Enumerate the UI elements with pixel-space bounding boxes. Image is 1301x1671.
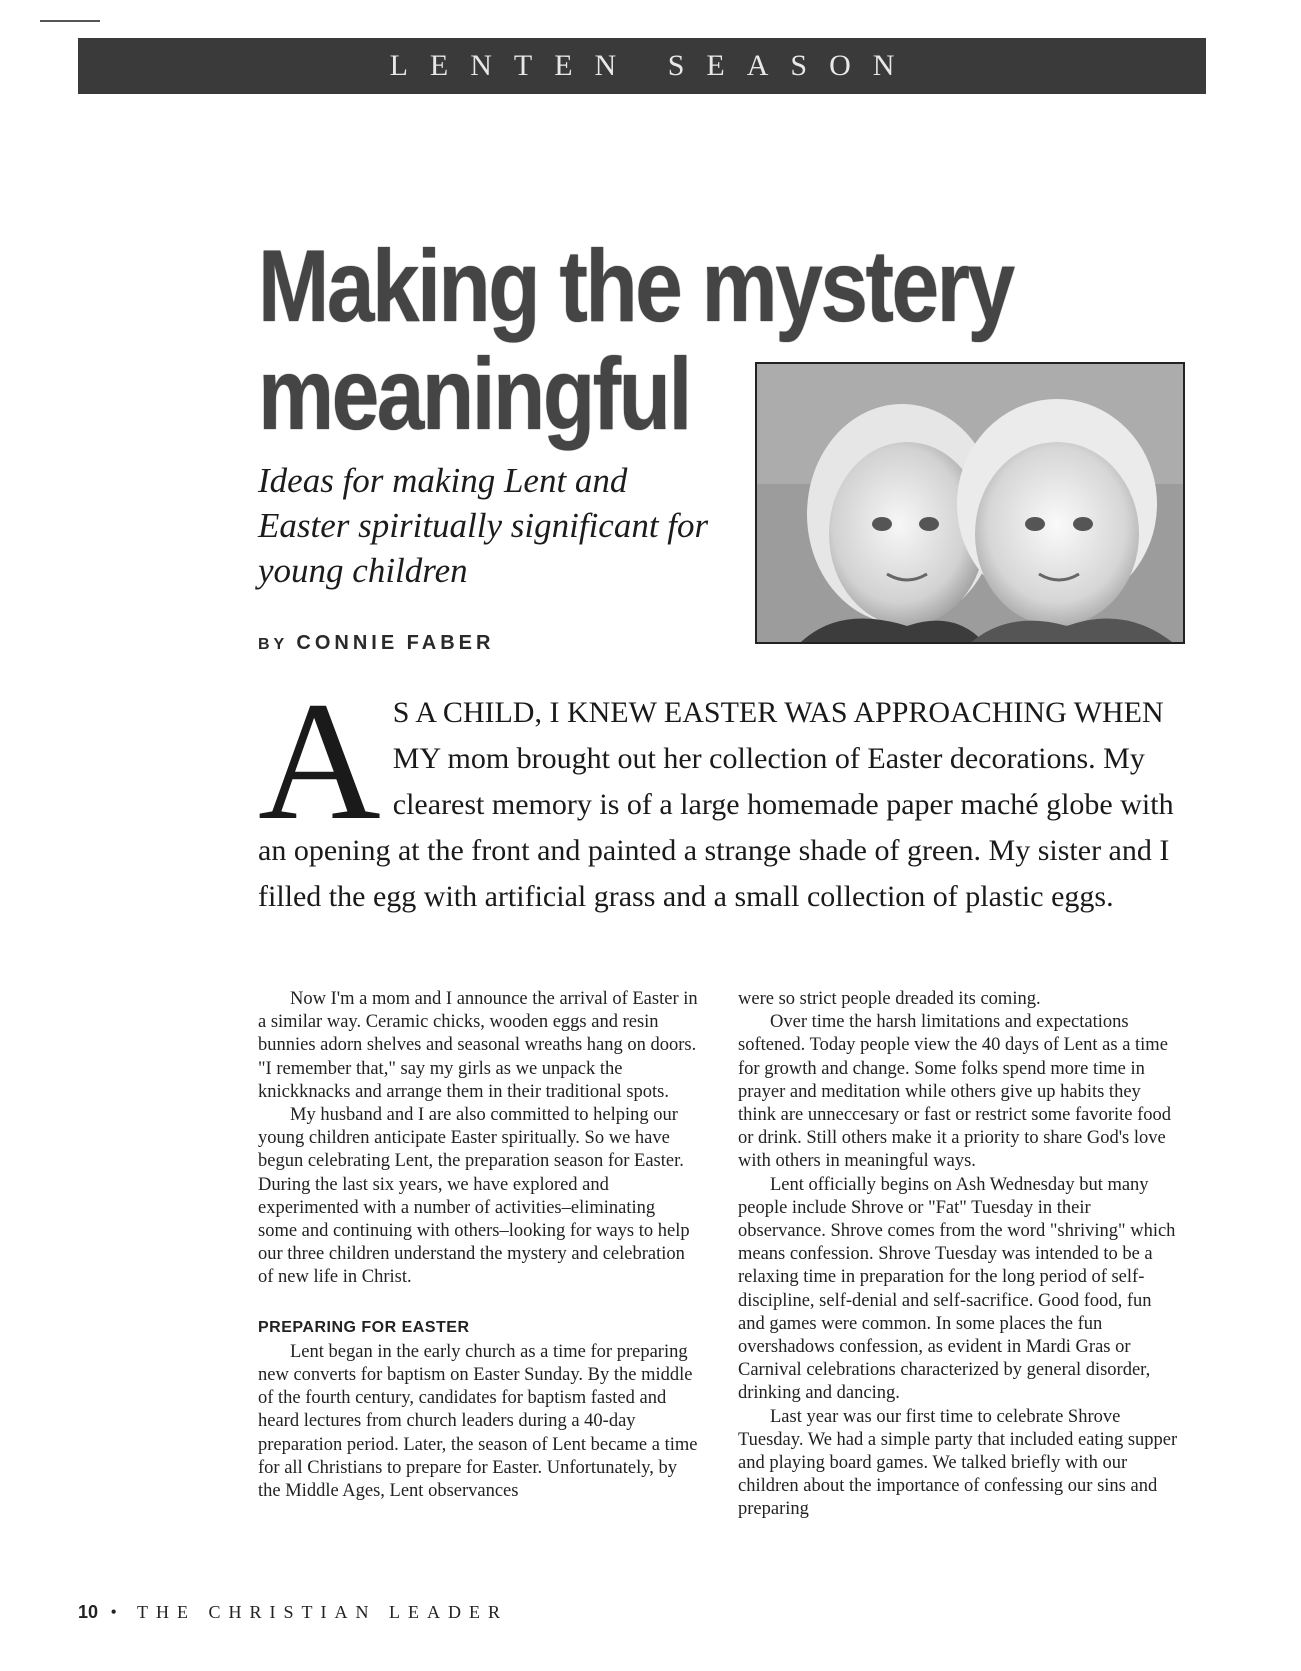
subtitle: Ideas for making Lent and Easter spiritually significant for young children [258,461,709,590]
body-paragraph: Lent officially begins on Ash Wednesday but many people include Shrove or "Fat" Tuesday in their observance. Shrove comes from the word "shriving" which means confession. Shrove Tuesday was intended to be a relaxing time in preparation for the long period of self-discipline, self-denial and self-sacrifice. Good food, fun and games were common. In some places the fun overshadows confession, as evident in Mardi Gras or Carnival celebrations characterized by general disorder, drinking and dancing. [738,1174,1176,1404]
footer-bullet: • [110,1602,125,1622]
drop-cap: A [258,667,381,855]
publication-name: THE CHRISTIAN LEADER [137,1602,509,1622]
body-paragraph: My husband and I are also committed to helping our young children anticipate Easter spiritually. So we have begun celebrating Lent, the preparation season for Easter. During the last six years, we have explored and experimented with a number of activities–eliminating some and continuing with others–looking for ways to help our three children understand the mystery and celebration of new life in Christ. [258,1105,690,1288]
section-banner: LENTEN SEASON [78,38,1206,94]
two-children-photo [755,362,1185,644]
lead-text: S A CHILD, I KNEW EASTER WAS APPROACHING WHEN MY mom brought out her collection of Easter decorations. My clearest memory is of a large homemade paper maché globe with an opening at the front and painted a strange shade of green. My sister and I filled the egg with artificial grass and a small collection of plastic eggs. [258,696,1174,913]
page-number: 10 [78,1602,99,1622]
photo-illustration [757,364,1185,644]
body-paragraph: Now I'm a mom and I announce the arrival of Easter in a similar way. Ceramic chicks, wooden eggs and resin bunnies adorn shelves and seasonal wreaths hang on doors. "I remember that," say my girls as we unpack the knickknacks and arrange them in their traditional spots. [258,989,698,1102]
byline-prefix: BY [258,636,288,653]
headline-line-1: Making the mystery [258,229,1013,343]
body-paragraph: Last year was our first time to celebrate Shrove Tuesday. We had a simple party that included eating supper and playing board games. We talked briefly with our children about the importance of confessing our sins and preparing [738,1406,1178,1520]
body-paragraph: Over time the harsh limitations and expectations softened. Today people view the 40 days of Lent as a time for growth and change. Some folks spend more time in prayer and meditation while others give up habits they think are unneccesary or fast or restrict some favorite food or drink. Still others make it a priority to share God's love with others in meaningful ways. [738,1012,1172,1172]
section-heading: PREPARING FOR EASTER [258,1318,470,1336]
byline [258,632,494,655]
body-paragraph: Lent began in the early church as a time for preparing new converts for baptism on Easter Sunday. By the middle of the fourth century, candidates for baptism fasted and heard lectures from church leaders during a 40-day preparation period. Later, the season of Lent became a time for all Christians to prepare for Easter. Unfortunately, by the Middle Ages, Lent observances [258,1341,698,1502]
page-footer [78,1602,508,1623]
body-paragraph: were so strict people dreaded its coming. [738,989,1041,1009]
left-column [258,988,698,1503]
lead-paragraph [258,667,1188,920]
author-last-name: FABER [406,632,495,654]
headline-line-2: meaningful [258,337,690,451]
author-first-name: CONNIE [296,632,399,654]
right-column [738,988,1178,1522]
top-rule [40,20,100,22]
